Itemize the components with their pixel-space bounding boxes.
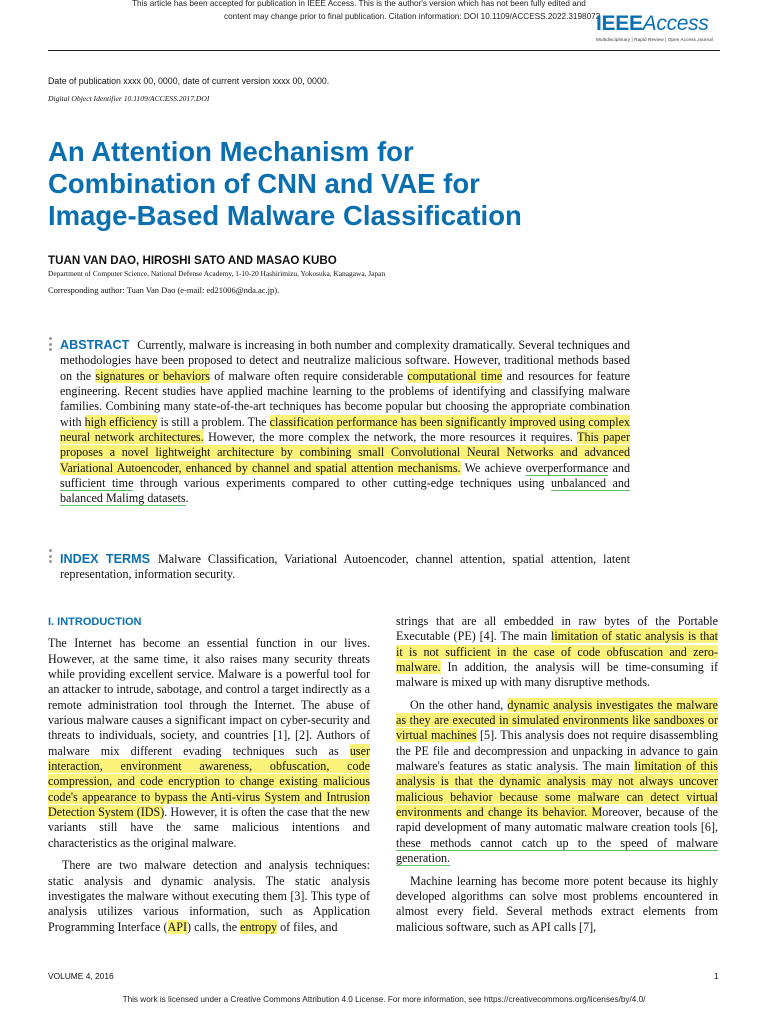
volume-label: VOLUME 4, 2016 <box>48 971 114 981</box>
title-line-2: Combination of CNN and VAE for <box>48 168 480 199</box>
publication-date: Date of publication xxxx 00, 0000, date of current version xxxx 00, 0000. <box>48 76 330 86</box>
paragraph-text: On the other hand, <box>410 697 508 712</box>
title-line-3: Image-Based Malware Classification <box>48 200 522 231</box>
right-column <box>396 614 718 935</box>
paragraph-text: In addition, the analysis will be time-consuming if malware is mixed up with many disruptive methods. <box>396 660 718 690</box>
paragraph <box>396 874 718 935</box>
logo-wordmark <box>596 12 726 36</box>
highlight: limitation of static analysis is that it is not sufficient in the case of code obfuscation and zero-malware. <box>396 629 718 675</box>
highlight: dynamic analysis investigates the malware as they are executed in simulated environments like sandboxes or virtual machines <box>396 697 719 743</box>
abstract-text: and resources for feature engineering. Recent studies have applied machine learning to the problems of identifying and classifying malware families. Combining many state-of-the-art techniques has become popular but choosing the appropriate combination with <box>60 368 630 429</box>
paragraph <box>396 614 718 691</box>
corresponding-author: Corresponding author: Tuan Van Dao (e-mail: ed21006@nda.ac.jp). <box>48 285 280 295</box>
abstract-text: through various experiments compared to other cutting-edge techniques using <box>133 476 551 491</box>
highlight: entropy <box>240 919 278 934</box>
author-list: TUAN VAN DAO, HIROSHI SATO AND MASAO KUBO <box>48 254 337 267</box>
paragraph-text: . However, it is often the case that the new variants still have the same malicious intentions and characteristics as the original malware. <box>48 805 370 850</box>
page-number: 1 <box>714 971 719 981</box>
section-heading-introduction: I. INTRODUCTION <box>48 616 142 628</box>
paragraph-text: Machine learning has become more potent because its highly developed algorithms can solve most problems encountered in almost every field. Several methods extract elements from malicious software, such as API calls [7], <box>396 873 718 934</box>
affiliation: Department of Computer Science, National Defense Academy, 1-10-20 Hashirimizu, Yokosuka, Kanagawa, Japan <box>48 269 386 278</box>
index-terms-heading: INDEX TERMS <box>60 552 150 566</box>
abstract-text: is still a problem. The <box>157 414 270 429</box>
index-terms-marker-dots <box>49 549 52 566</box>
logo-brand-bold: IEEE <box>596 12 643 35</box>
paragraph <box>396 698 718 867</box>
underline-annotation: overperformance <box>525 460 609 475</box>
paragraph-text: The Internet has become an essential function in our lives. However, at the same time, it also raises many security threats while providing excellent service. Malware is a powerful tool for an attacker to intrude, sabotage, and control a target indirectly as a remote administration tool through the Internet. The abuse of various malware causes a significant impact on cyber-security and threats to individuals, society, and countries [1], [2]. Authors of malware mix different evading techniques such as <box>48 636 370 758</box>
title-line-1: An Attention Mechanism for <box>48 136 414 167</box>
abstract <box>60 338 630 507</box>
ieee-access-logo <box>596 12 726 42</box>
abstract-text: of malware often require considerable <box>209 368 408 383</box>
underline-annotation: unbalanced and balanced Malimg datasets <box>60 476 630 506</box>
abstract-text: and <box>608 460 630 475</box>
paragraph <box>48 858 370 935</box>
left-column <box>48 614 370 935</box>
paragraph-text: There are two malware detection and analysis techniques: static analysis and dynamic analysis. The static analysis investigates the malware without executing them [3]. This type of analysis utilizes various information, such as Application Programming Interface ( <box>48 858 370 934</box>
abstract-heading: ABSTRACT <box>60 338 130 352</box>
paragraph <box>48 636 370 851</box>
highlight: limitation of this analysis is that the dynamic analysis may not always uncover malicious behavior because some malware can detect virtual environments and change its behavior. M <box>396 759 718 820</box>
abstract-text: We achieve <box>460 460 526 475</box>
paper-title <box>48 136 688 232</box>
logo-tagline: Multidisciplinary | Rapid Review | Open Access Journal <box>596 37 714 42</box>
abstract-marker-dots <box>49 337 52 354</box>
paragraph-text: strings that are all embedded in raw bytes of the Portable Executable (PE) [4]. The main <box>396 614 718 644</box>
abstract-text: . <box>185 491 189 506</box>
header-divider <box>48 50 720 51</box>
highlight: This paper proposes a novel lightweight architecture by combining small Convolutional Neural Networks and advanced Variational Autoencoder, enhanced by channel and spatial attention mechanisms. <box>60 430 630 475</box>
notice-line-2: content may change prior to final publication. Citation information: DOI 10.1109/ACCESS.2022.3198072 <box>224 12 601 21</box>
license-notice: This work is licensed under a Creative Commons Attribution 4.0 License. For more information, see https://creativecommons.org/licenses/by/4.0/ <box>122 995 646 1004</box>
index-terms-text: Malware Classification, Variational Autoencoder, channel attention, spatial attention, latent representation, information security. <box>60 552 630 582</box>
notice-line-1: This article has been accepted for publication in IEEE Access. This is the author's version which has not been fully edited and <box>132 0 586 8</box>
underline-annotation: sufficient time <box>60 476 134 491</box>
index-terms <box>60 552 630 583</box>
logo-brand-italic: Access <box>642 12 709 35</box>
paragraph-text: oreover, because of the rapid development of many automatic malware creation tools [6], <box>396 805 719 835</box>
paragraph-text: [5]. This analysis does not require disassembling the PE file and decompression and unpacking in advance to gain malware's features as static analysis. The main <box>396 728 719 774</box>
abstract-text: However, the more complex the network, the more resources it requires. <box>203 430 578 445</box>
highlight: API <box>167 919 188 934</box>
highlight: signatures or behaviors <box>95 368 210 383</box>
abstract-text: Currently, malware is increasing in both number and complexity dramatically. Several techniques and methodologies have been proposed to detect and neutralize malicious software. However, traditional methods based on the <box>60 338 630 383</box>
paragraph-text: of files, and <box>277 919 338 934</box>
underline-annotation: these methods cannot catch up to the speed of malware generation. <box>396 835 718 866</box>
highlight: classification performance has been significantly improved using complex neural network architectures. <box>60 414 630 445</box>
paragraph-text: ) calls, the <box>187 919 241 934</box>
highlight: computational time <box>407 368 503 383</box>
doi-identifier: Digital Object Identifier 10.1109/ACCESS.2017.DOI <box>48 94 210 103</box>
highlight: high efficiency <box>84 414 158 429</box>
highlight: user interaction, environment awareness, obfuscation, code compression, and code encryption to change existing malicious code's appearance to bypass the Anti-virus System and Intrusion Detection System (IDS) <box>48 743 370 820</box>
